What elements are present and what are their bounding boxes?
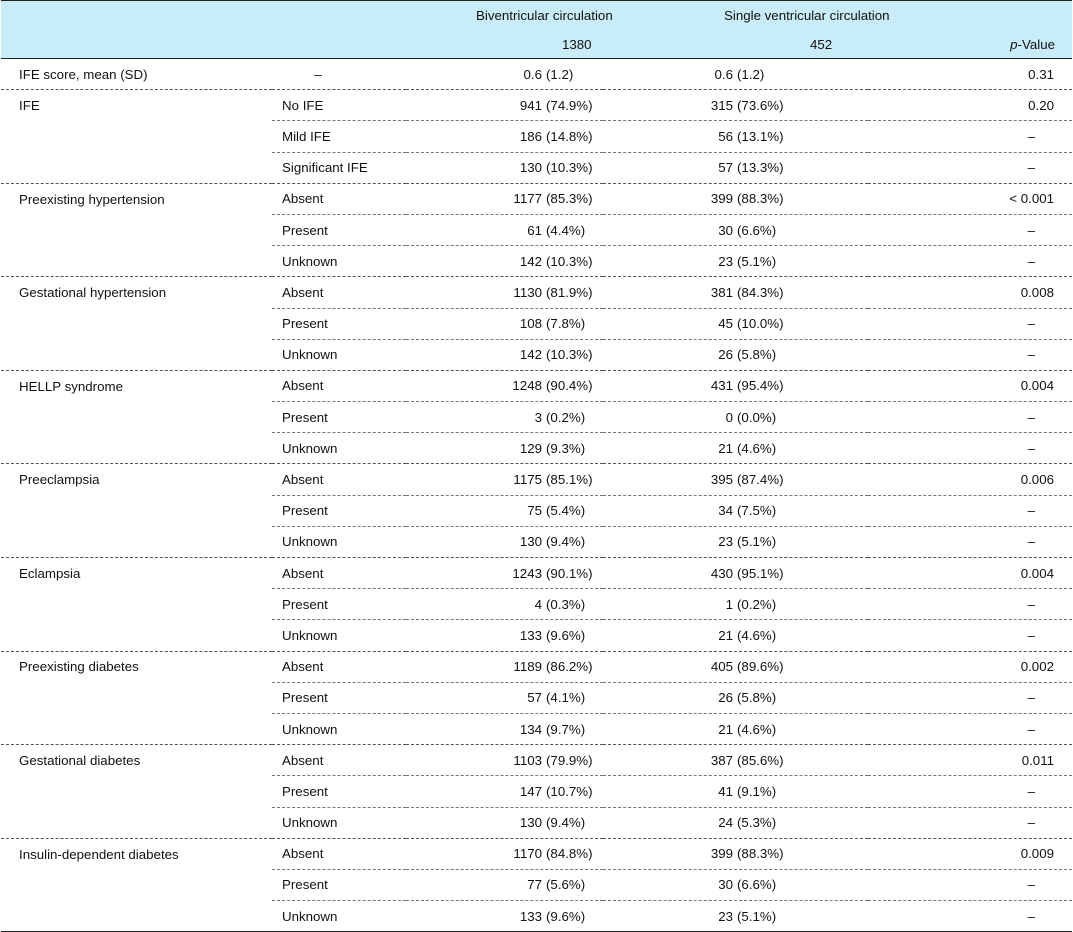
biv-percent: (84.8%): [546, 846, 593, 862]
biv-count: 129: [519, 440, 542, 456]
biv-value: [406, 901, 603, 932]
p-value: –: [868, 433, 1072, 464]
table-row: [1, 402, 1072, 433]
biv-value: [406, 807, 603, 838]
p-value: 0.002: [868, 651, 1072, 682]
level-label: Unknown: [272, 433, 406, 464]
biv-percent: (10.3%): [546, 253, 593, 269]
single-percent: (7.5%): [737, 503, 777, 519]
biv-count: 1130: [513, 284, 542, 300]
biv-count: 1189: [513, 659, 542, 675]
table-row: [1, 682, 1072, 713]
single-count: 381: [710, 284, 733, 300]
single-value: [603, 901, 868, 932]
p-value: –: [868, 682, 1072, 713]
biv-percent: (14.8%): [546, 128, 593, 144]
single-value: [603, 495, 868, 526]
biv-percent: (10.7%): [546, 783, 593, 799]
single-value: [603, 90, 868, 121]
biv-count: 77: [527, 877, 542, 893]
biv-count: 941: [519, 97, 542, 113]
p-italic: p: [1010, 36, 1018, 52]
single-value: [603, 246, 868, 277]
single-value: [603, 838, 868, 869]
variable-label: [1, 526, 272, 557]
biv-percent: (86.2%): [546, 659, 593, 675]
table-row: [1, 433, 1072, 464]
table-row: [1, 495, 1072, 526]
table-row: [1, 620, 1072, 651]
single-count: 21: [718, 440, 733, 456]
level-label: Absent: [272, 838, 406, 869]
biv-count: 108: [519, 316, 542, 332]
biv-value: [406, 59, 603, 90]
table-row: [1, 277, 1072, 308]
table-row: [1, 90, 1072, 121]
variable-label: [1, 495, 272, 526]
level-label: Absent: [272, 745, 406, 776]
single-percent: (13.3%): [737, 160, 784, 176]
single-percent: (4.6%): [737, 627, 777, 643]
single-count: 1: [725, 596, 733, 612]
variable-label: [1, 620, 272, 651]
biv-count: 130: [519, 815, 542, 831]
biv-value: [406, 713, 603, 744]
single-count: 399: [710, 846, 733, 862]
biv-count: 4: [534, 596, 542, 612]
single-percent: (6.6%): [737, 877, 777, 893]
variable-label: [1, 246, 272, 277]
level-label: Absent: [272, 370, 406, 401]
level-label: Present: [272, 589, 406, 620]
level-label: Absent: [272, 464, 406, 495]
header-biventricular: Biventricular circulation: [406, 1, 603, 31]
table-row: [1, 214, 1072, 245]
level-label: Unknown: [272, 620, 406, 651]
biv-value: [406, 152, 603, 183]
p-value: –: [868, 152, 1072, 183]
level-label: Absent: [272, 183, 406, 214]
single-count: 34: [718, 503, 733, 519]
variable-label: [1, 214, 272, 245]
biv-value: [406, 589, 603, 620]
single-value: [603, 745, 868, 776]
biv-percent: (9.4%): [546, 534, 586, 550]
biv-percent: (1.2): [546, 66, 574, 82]
level-label: Unknown: [272, 807, 406, 838]
single-value: [603, 869, 868, 900]
biv-value: [406, 495, 603, 526]
biv-value: [406, 651, 603, 682]
p-value: –: [868, 620, 1072, 651]
biv-value: [406, 121, 603, 152]
single-count: 56: [718, 128, 733, 144]
p-value: –: [868, 308, 1072, 339]
single-count: 30: [718, 222, 733, 238]
single-value: [603, 713, 868, 744]
level-label: Present: [272, 214, 406, 245]
header-blank: [1, 30, 272, 59]
biv-count: 75: [527, 503, 542, 519]
biv-count: 130: [519, 534, 542, 550]
p-value: < 0.001: [868, 183, 1072, 214]
p-value: –: [868, 869, 1072, 900]
single-percent: (4.6%): [737, 721, 777, 737]
variable-label: [1, 869, 272, 900]
biv-value: [406, 682, 603, 713]
variable-label: Preexisting hypertension: [1, 183, 272, 214]
biv-count: 133: [519, 627, 542, 643]
single-value: [603, 558, 868, 589]
biv-count: 57: [527, 690, 542, 706]
header-biv-count: 1380: [406, 30, 603, 59]
single-count: 399: [710, 191, 733, 207]
single-count: 23: [718, 534, 733, 550]
table-row: [1, 526, 1072, 557]
table-row: [1, 464, 1072, 495]
table-row: [1, 776, 1072, 807]
single-percent: (5.1%): [737, 908, 777, 924]
single-percent: (13.1%): [737, 128, 784, 144]
level-label: –: [314, 66, 322, 82]
p-value: 0.31: [1028, 66, 1054, 82]
biv-value: [406, 838, 603, 869]
p-value: –: [868, 589, 1072, 620]
variable-label: [1, 308, 272, 339]
variable-label: IFE: [1, 90, 272, 121]
level-label: Absent: [272, 558, 406, 589]
table-row: [1, 651, 1072, 682]
header-single-ventricular: Single ventricular circulation: [603, 1, 868, 31]
p-value: 0.004: [868, 558, 1072, 589]
single-percent: (89.6%): [737, 659, 784, 675]
variable-label: Gestational diabetes: [1, 745, 272, 776]
biv-value: [406, 246, 603, 277]
table-row: [1, 339, 1072, 370]
biv-percent: (4.4%): [546, 222, 586, 238]
header-blank: [868, 1, 1072, 31]
single-percent: (4.6%): [737, 440, 777, 456]
level-label: Unknown: [272, 526, 406, 557]
single-value: [603, 214, 868, 245]
biv-value: [406, 464, 603, 495]
biv-value: [406, 526, 603, 557]
single-value: [603, 776, 868, 807]
table-row: [1, 59, 1072, 90]
biv-count: 1243: [512, 565, 542, 581]
biv-count: 186: [519, 128, 542, 144]
variable-label: [1, 152, 272, 183]
biv-value: [406, 776, 603, 807]
header-blank: [272, 1, 406, 31]
p-value: –: [868, 776, 1072, 807]
p-value: 0.20: [868, 90, 1072, 121]
table-body: [1, 59, 1072, 932]
variable-label: Preexisting diabetes: [1, 651, 272, 682]
biv-percent: (85.1%): [546, 472, 593, 488]
biv-percent: (90.4%): [546, 378, 593, 394]
biv-count: 134: [519, 721, 542, 737]
p-rest: -Value: [1017, 36, 1055, 52]
biv-count: 133: [519, 908, 542, 924]
single-value: [603, 433, 868, 464]
p-value: 0.004: [868, 370, 1072, 401]
table-header: [1, 1, 1072, 59]
p-value: –: [868, 214, 1072, 245]
variable-label: [1, 589, 272, 620]
single-value: [603, 402, 868, 433]
level-label: Present: [272, 869, 406, 900]
single-percent: (5.1%): [737, 253, 777, 269]
single-count: 387: [710, 752, 733, 768]
single-value: [603, 589, 868, 620]
p-value: –: [868, 121, 1072, 152]
single-count: 57: [718, 160, 733, 176]
table-row: [1, 308, 1072, 339]
header-single-count: 452: [603, 30, 868, 59]
table-row: [1, 713, 1072, 744]
biv-value: [406, 214, 603, 245]
biv-percent: (9.3%): [546, 440, 586, 456]
biv-count: 61: [527, 222, 542, 238]
table-row: [1, 152, 1072, 183]
biv-count: 142: [519, 347, 542, 363]
data-table: [1, 0, 1072, 932]
p-value: –: [868, 807, 1072, 838]
single-value: [603, 651, 868, 682]
biv-value: [406, 869, 603, 900]
biv-count: 3: [534, 409, 542, 425]
biv-percent: (4.1%): [546, 690, 586, 706]
biv-percent: (5.6%): [546, 877, 586, 893]
p-value: 0.009: [868, 838, 1072, 869]
single-count: 41: [718, 783, 733, 799]
single-value: [603, 526, 868, 557]
variable-label: IFE score, mean (SD): [19, 66, 148, 82]
biv-value: [406, 277, 603, 308]
biv-percent: (74.9%): [546, 97, 593, 113]
biv-count: 147: [519, 783, 542, 799]
single-percent: (95.4%): [737, 378, 784, 394]
single-percent: (5.8%): [737, 690, 777, 706]
biv-count: 142: [519, 253, 542, 269]
single-percent: (88.3%): [737, 846, 784, 862]
biv-percent: (0.3%): [546, 596, 586, 612]
table-row: [1, 246, 1072, 277]
p-value: 0.008: [868, 277, 1072, 308]
biv-value: [406, 745, 603, 776]
header-blank: [1, 1, 272, 31]
variable-label: [1, 807, 272, 838]
biv-value: [406, 308, 603, 339]
single-percent: (0.0%): [737, 409, 777, 425]
variable-label: HELLP syndrome: [1, 370, 272, 401]
single-value: [603, 682, 868, 713]
variable-label: [1, 901, 272, 932]
single-value: [603, 59, 868, 90]
variable-label: Insulin-dependent diabetes: [1, 838, 272, 869]
single-percent: (0.2%): [737, 596, 777, 612]
level-label: Present: [272, 682, 406, 713]
biv-count: 1103: [513, 752, 542, 768]
header-blank: [272, 30, 406, 59]
level-label: Absent: [272, 277, 406, 308]
single-value: [603, 464, 868, 495]
biv-count: 0.6: [523, 66, 542, 82]
biv-count: 1248: [512, 378, 542, 394]
single-percent: (87.4%): [737, 472, 784, 488]
table-row: [1, 121, 1072, 152]
single-percent: (84.3%): [737, 284, 784, 300]
single-percent: (88.3%): [737, 191, 784, 207]
table-row: [1, 807, 1072, 838]
biv-percent: (10.3%): [546, 160, 593, 176]
level-label: No IFE: [272, 90, 406, 121]
single-count: 0: [725, 409, 733, 425]
single-percent: (73.6%): [737, 97, 784, 113]
biv-percent: (9.4%): [546, 815, 586, 831]
variable-label: Gestational hypertension: [1, 277, 272, 308]
biv-value: [406, 183, 603, 214]
single-count: 405: [710, 659, 733, 675]
single-count: 0.6: [714, 66, 733, 82]
table-row: [1, 745, 1072, 776]
single-percent: (1.2): [737, 66, 765, 82]
p-value: 0.011: [868, 745, 1072, 776]
single-percent: (6.6%): [737, 222, 777, 238]
p-value: –: [868, 339, 1072, 370]
single-value: [603, 277, 868, 308]
biv-value: [406, 370, 603, 401]
biv-value: [406, 558, 603, 589]
level-label: Present: [272, 495, 406, 526]
single-count: 21: [718, 721, 733, 737]
level-label: Unknown: [272, 339, 406, 370]
p-value: –: [868, 246, 1072, 277]
biv-percent: (79.9%): [546, 752, 593, 768]
p-value: –: [868, 713, 1072, 744]
p-value: 0.006: [868, 464, 1072, 495]
variable-label: [1, 682, 272, 713]
biv-percent: (85.3%): [546, 191, 593, 207]
single-value: [603, 339, 868, 370]
table-row: [1, 370, 1072, 401]
single-value: [603, 370, 868, 401]
biv-value: [406, 339, 603, 370]
single-count: 395: [710, 472, 733, 488]
variable-label: [1, 402, 272, 433]
single-value: [603, 152, 868, 183]
level-label: Significant IFE: [272, 152, 406, 183]
single-count: 23: [718, 908, 733, 924]
single-value: [603, 121, 868, 152]
biv-value: [406, 402, 603, 433]
single-count: 430: [710, 565, 733, 581]
single-count: 431: [710, 378, 733, 394]
single-percent: (85.6%): [737, 752, 784, 768]
biv-percent: (7.8%): [546, 316, 586, 332]
single-count: 24: [718, 815, 733, 831]
variable-label: Preeclampsia: [1, 464, 272, 495]
biv-value: [406, 620, 603, 651]
biv-percent: (5.4%): [546, 503, 586, 519]
single-count: 315: [710, 97, 733, 113]
level-label: Absent: [272, 651, 406, 682]
p-value: –: [868, 901, 1072, 932]
single-count: 26: [718, 690, 733, 706]
variable-label: [1, 339, 272, 370]
p-value: –: [868, 495, 1072, 526]
level-label: Unknown: [272, 901, 406, 932]
biv-count: 130: [519, 160, 542, 176]
single-percent: (5.3%): [737, 815, 777, 831]
single-percent: (10.0%): [737, 316, 784, 332]
header-row-labels: [1, 1, 1072, 31]
biv-percent: (81.9%): [546, 284, 593, 300]
level-label: Mild IFE: [272, 121, 406, 152]
biv-percent: (0.2%): [546, 409, 586, 425]
biv-percent: (9.6%): [546, 908, 586, 924]
table-row: [1, 558, 1072, 589]
table-row: [1, 183, 1072, 214]
variable-label: [1, 121, 272, 152]
single-count: 21: [718, 627, 733, 643]
variable-label: [1, 713, 272, 744]
single-count: 45: [718, 316, 733, 332]
header-row-counts: [1, 30, 1072, 59]
biv-percent: (10.3%): [546, 347, 593, 363]
single-value: [603, 620, 868, 651]
single-percent: (5.1%): [737, 534, 777, 550]
biv-percent: (9.7%): [546, 721, 586, 737]
single-count: 26: [718, 347, 733, 363]
level-label: Present: [272, 402, 406, 433]
biv-count: 1177: [513, 191, 542, 207]
biv-count: 1170: [513, 846, 542, 862]
single-value: [603, 308, 868, 339]
biv-percent: (9.6%): [546, 627, 586, 643]
header-p-value: [868, 30, 1072, 59]
table-row: [1, 589, 1072, 620]
biv-count: 1175: [513, 472, 542, 488]
level-label: Present: [272, 308, 406, 339]
single-percent: (9.1%): [737, 783, 777, 799]
variable-label: [1, 776, 272, 807]
level-label: Unknown: [272, 246, 406, 277]
level-label: Present: [272, 776, 406, 807]
p-value: –: [868, 526, 1072, 557]
biv-percent: (90.1%): [546, 565, 593, 581]
p-value: –: [868, 402, 1072, 433]
table-row: [1, 869, 1072, 900]
biv-value: [406, 433, 603, 464]
variable-label: [1, 433, 272, 464]
variable-label: Eclampsia: [1, 558, 272, 589]
single-percent: (95.1%): [737, 565, 784, 581]
single-count: 30: [718, 877, 733, 893]
single-value: [603, 807, 868, 838]
biv-value: [406, 90, 603, 121]
table-row: [1, 838, 1072, 869]
single-percent: (5.8%): [737, 347, 777, 363]
table-row: [1, 901, 1072, 932]
single-count: 23: [718, 253, 733, 269]
single-value: [603, 183, 868, 214]
level-label: Unknown: [272, 713, 406, 744]
